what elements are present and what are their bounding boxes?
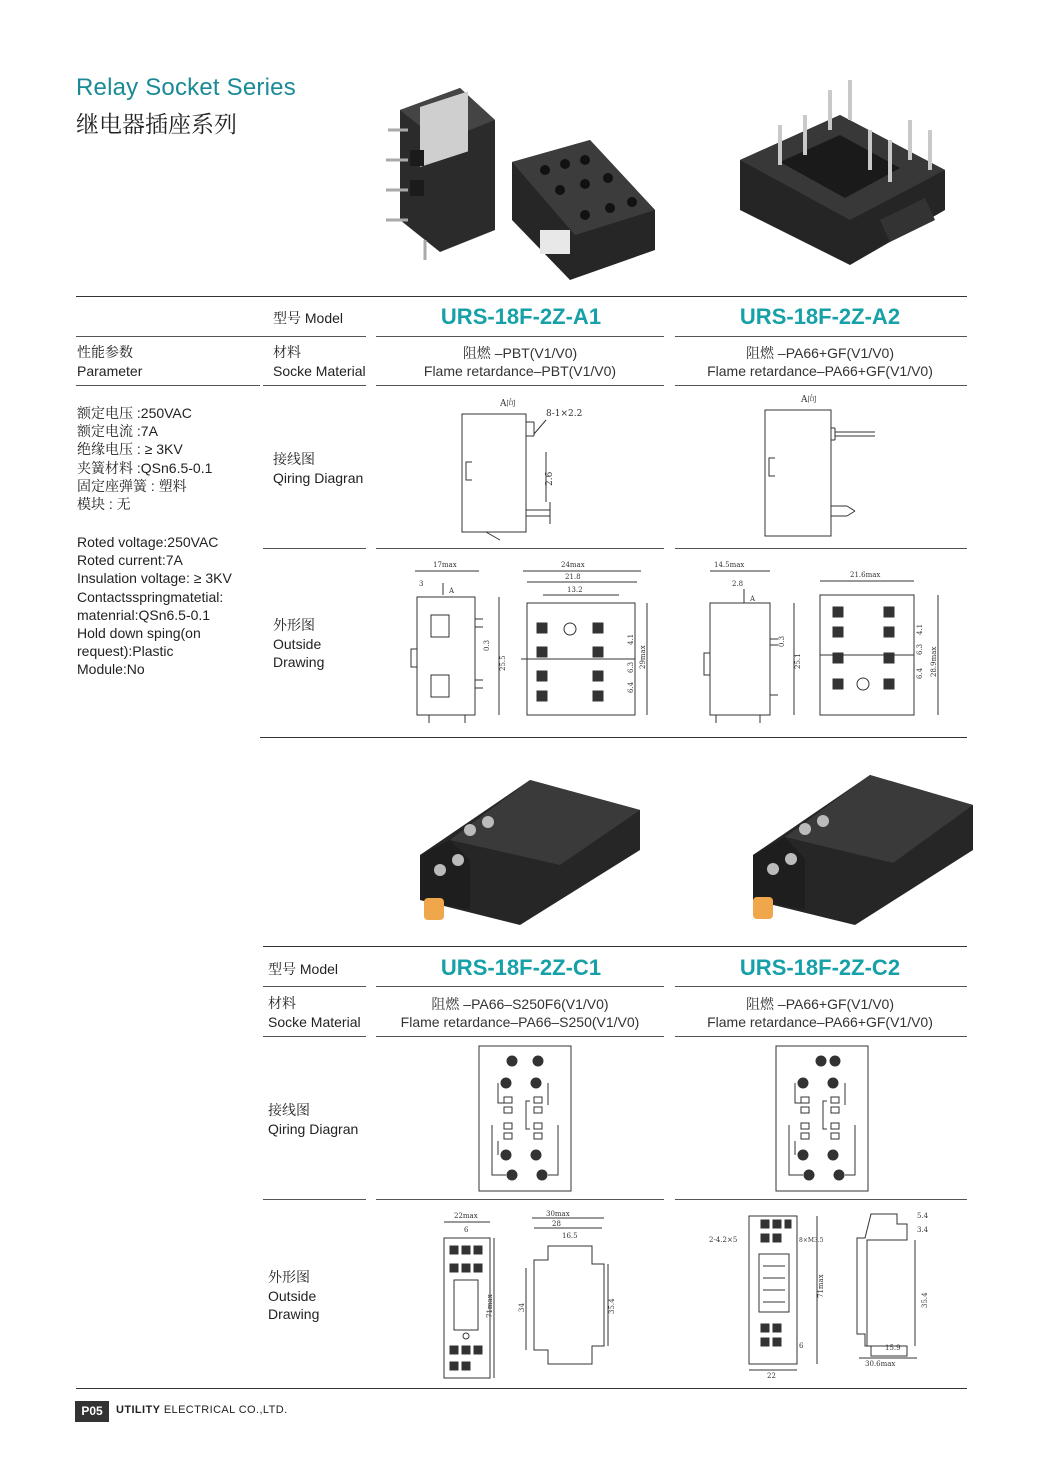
page-title-cn: 继电器插座系列 [76, 112, 237, 138]
label: 6.3 [916, 643, 924, 655]
material-a1 [370, 344, 670, 380]
label: 21.6max [850, 571, 881, 579]
material-c2 [670, 995, 970, 1031]
param-line: Module:No [77, 661, 145, 678]
label: 16.5 [562, 1232, 578, 1240]
label: 28 [552, 1220, 561, 1228]
footer-rule [76, 1388, 967, 1389]
row-rule [263, 986, 366, 987]
pin-label: 13 [835, 1172, 844, 1180]
param-line: 模块 : 无 [77, 496, 131, 513]
outside-label [273, 617, 324, 671]
row-rule [376, 336, 664, 337]
model-label-2: 型号 Model [268, 961, 339, 977]
company-suffix: ELECTRICAL CO.,LTD. [160, 1404, 288, 1416]
material-c2-cn: 阻燃 –PA66+GF(V1/V0) [746, 996, 894, 1012]
param-line: request):Plastic [77, 643, 174, 660]
label: 17max [433, 561, 457, 569]
wiring-cn: 接线图 [268, 1103, 310, 1119]
product-photo-c1 [410, 760, 650, 930]
label: 0.3 [778, 635, 786, 647]
material-a1-en: Flame retardance–PBT(V1/V0) [423, 363, 617, 379]
pin-label: 12 [799, 1152, 808, 1160]
label: 25.1 [794, 653, 802, 669]
label: 6.3 [627, 661, 635, 673]
parameters-cn [77, 404, 212, 513]
pin-label: 1 [535, 1058, 540, 1066]
wiring-label-2 [268, 1102, 358, 1138]
brand-name: UTILITY [116, 1404, 161, 1416]
label: 6 [799, 1342, 804, 1350]
material-a2-cn: 阻燃 –PA66+GF(V1/V0) [746, 345, 894, 361]
material-en: Socke Material [268, 1014, 361, 1030]
row-rule [76, 385, 260, 386]
label: 8-1×2.2 [546, 409, 583, 419]
row-rule [675, 548, 967, 549]
label: 6.4 [916, 667, 924, 679]
outside-en: Drawing [273, 654, 325, 670]
model-name-a2: URS-18F-2Z-A2 [739, 304, 901, 329]
label: 2.6 [545, 471, 555, 486]
pin-label: 9 [533, 1152, 538, 1160]
outside-en: Outside [268, 1288, 317, 1304]
model-name-c1: URS-18F-2Z-C1 [440, 955, 602, 980]
row-rule [675, 1036, 967, 1037]
label: A [449, 587, 455, 595]
row-rule [675, 385, 967, 386]
pin-label: 1 [832, 1058, 837, 1066]
label: 25.5 [499, 655, 507, 671]
label: 6 [464, 1226, 469, 1234]
pin-label: 8 [800, 1080, 805, 1088]
param-line: Insulation voltage: ≥ 3KV [77, 570, 232, 587]
param-line: 夹簧材料 :QSn6.5-0.1 [77, 459, 213, 476]
label: A向 [500, 399, 516, 409]
label: 13.2 [567, 586, 583, 594]
outside-en: Outside [273, 636, 322, 652]
row-rule [263, 385, 366, 386]
pin-label: 5 [830, 1080, 835, 1088]
label: 34 [518, 1303, 526, 1312]
table2-top-rule [263, 946, 967, 947]
material-c1-cn: 阻燃 –PA66–S250F6(V1/V0) [431, 996, 609, 1012]
label: 5.4 [917, 1212, 929, 1220]
company-name [116, 1404, 288, 1416]
material-en: Socke Material [273, 363, 366, 379]
pin-label: 5 [533, 1080, 538, 1088]
label: 22 [767, 1372, 776, 1380]
outside-drawing-a2 [700, 555, 960, 730]
material-c1-en: Flame retardance–PA66–S250(V1/V0) [400, 1014, 640, 1030]
outside-cn: 外形图 [273, 618, 315, 634]
pin-label: 13 [538, 1172, 547, 1180]
model-name-a1: URS-18F-2Z-A1 [440, 304, 602, 329]
outside-drawing-c2 [705, 1206, 940, 1382]
row-rule [675, 986, 967, 987]
material-a1-cn: 阻燃 –PBT(V1/V0) [462, 345, 578, 361]
material-cn: 材料 [273, 345, 301, 361]
label: 28.9max [930, 646, 938, 677]
model-name-c2: URS-18F-2Z-C2 [739, 955, 901, 980]
label: 35.4 [921, 1292, 929, 1308]
label: 2.8 [732, 580, 744, 588]
pin-label: 4 [509, 1058, 514, 1066]
label: 3.4 [917, 1226, 929, 1234]
label: 71max [486, 1294, 494, 1318]
parameter-en: Parameter [77, 363, 143, 379]
label: 8×M3.5 [799, 1237, 824, 1244]
label: 30.6max [865, 1360, 896, 1368]
label: A [750, 595, 756, 603]
label: 22max [454, 1212, 478, 1220]
parameters-en [77, 533, 232, 679]
page-title: Relay Socket Series [76, 74, 296, 101]
product-photo-a2 [730, 70, 960, 270]
model-label: 型号 Model [273, 310, 344, 326]
label: 71max [817, 1274, 825, 1298]
label: 3 [419, 580, 424, 588]
param-line: Roted current:7A [77, 552, 183, 569]
outside-en: Drawing [268, 1306, 320, 1322]
param-line: 额定电压 :250VAC [77, 405, 192, 421]
label: 6.4 [627, 681, 635, 693]
row-rule [376, 548, 664, 549]
pin-label: 8 [503, 1080, 508, 1088]
label: 2-4.2×5 [709, 1236, 738, 1244]
material-label-2 [268, 995, 361, 1031]
wiring-diagram-c2 [775, 1045, 870, 1193]
row-rule [675, 336, 967, 337]
label: 21.8 [565, 573, 581, 581]
outside-drawing-c1 [438, 1206, 628, 1382]
row-rule [376, 1199, 664, 1200]
page-number-badge: P05 [75, 1401, 109, 1422]
param-line: Roted voltage:250VAC [77, 534, 219, 550]
wiring-en: Qiring Diagran [268, 1121, 359, 1137]
outside-label-2 [268, 1269, 319, 1323]
row-rule [263, 1036, 366, 1037]
material-label [273, 344, 366, 380]
row-rule [76, 336, 366, 337]
parameter-label [77, 344, 142, 380]
material-c1 [370, 995, 670, 1031]
label: 4.1 [916, 623, 924, 635]
material-c2-en: Flame retardance–PA66+GF(V1/V0) [707, 1014, 933, 1030]
label: 14.5max [714, 561, 745, 569]
param-line: Hold down sping(on [77, 625, 201, 642]
material-cn: 材料 [268, 996, 296, 1012]
param-line: 绝缘电压 : ≥ 3KV [77, 441, 183, 458]
wiring-diagram-a2 [755, 392, 905, 542]
material-a2-en: Flame retardance–PA66+GF(V1/V0) [707, 363, 933, 379]
table1-bottom-rule [260, 737, 967, 738]
label: 30max [546, 1210, 570, 1218]
outside-cn: 外形图 [268, 1270, 310, 1286]
row-rule [263, 548, 366, 549]
wiring-en: Qiring Diagran [273, 470, 364, 486]
label: 35.4 [608, 1298, 616, 1314]
parameter-cn: 性能参数 [77, 345, 133, 361]
row-rule [376, 986, 664, 987]
pin-label: 4 [818, 1058, 823, 1066]
pin-label: 12 [502, 1152, 511, 1160]
pin-label: 14 [805, 1172, 814, 1180]
product-photo-a1 [380, 80, 660, 280]
label: 29max [639, 645, 647, 669]
wiring-cn: 接线图 [273, 452, 315, 468]
table1-top-rule [76, 296, 967, 297]
label: 0.3 [483, 639, 491, 651]
label: 4.1 [627, 633, 635, 645]
wiring-diagram-a1 [450, 392, 600, 542]
label: 15.9 [885, 1344, 901, 1352]
outside-drawing-a1 [405, 555, 665, 730]
param-line: 固定座弹簧 : 塑料 [77, 477, 187, 494]
label: 24max [561, 561, 585, 569]
param-line: Contactsspringmatetial: [77, 588, 224, 605]
row-rule [376, 385, 664, 386]
wiring-label [273, 451, 363, 487]
pin-label: 14 [508, 1172, 517, 1180]
row-rule [376, 1036, 664, 1037]
param-line: matenrial:QSn6.5-0.1 [77, 606, 211, 623]
product-photo-c2 [745, 755, 980, 930]
param-line: 额定电流 :7A [77, 423, 158, 440]
label: A向 [801, 395, 817, 405]
wiring-diagram-c1 [478, 1045, 573, 1193]
row-rule [675, 1199, 967, 1200]
pin-label: 9 [830, 1152, 835, 1160]
row-rule [263, 1199, 366, 1200]
material-a2 [670, 344, 970, 380]
